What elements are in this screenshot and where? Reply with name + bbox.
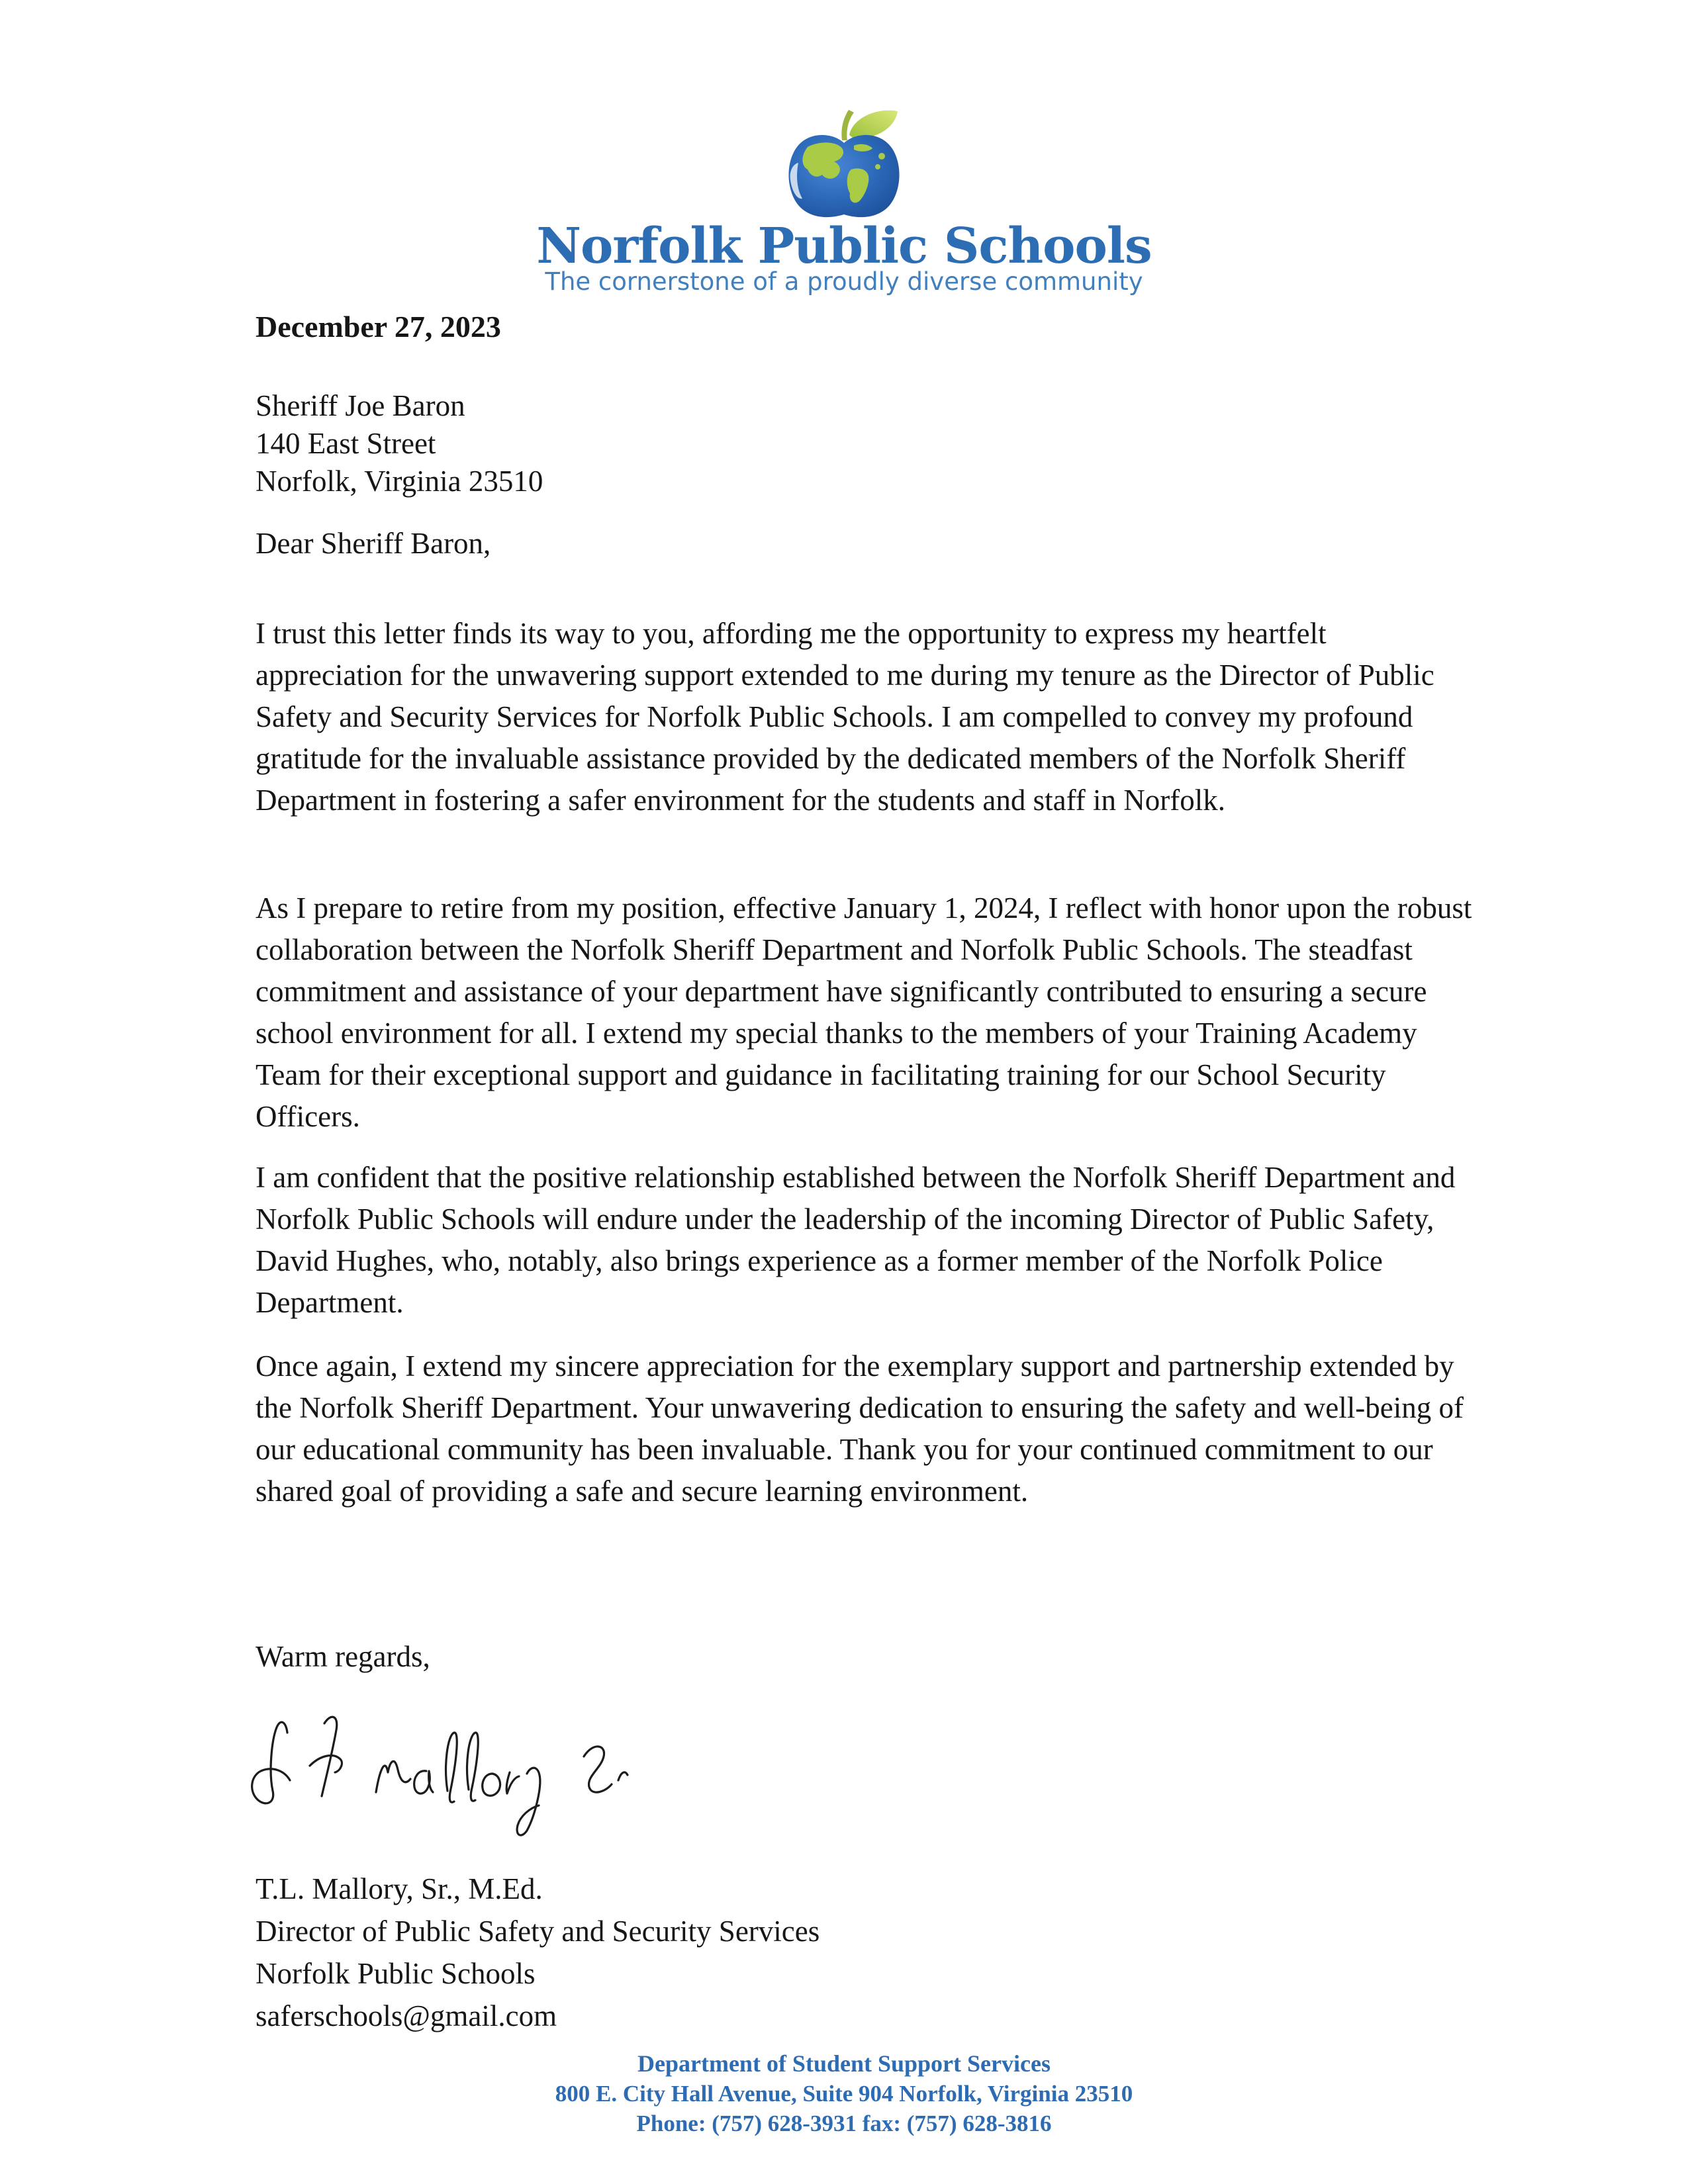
- signer-organization: Norfolk Public Schools: [256, 1957, 536, 1990]
- closing: Warm regards,: [256, 1640, 430, 1673]
- footer: [0, 2049, 1688, 2138]
- footer-address: 800 E. City Hall Avenue, Suite 904 Norfolk, Virginia 23510: [555, 2081, 1133, 2107]
- signature-ink: [246, 1686, 630, 1852]
- logo-wordmark: Norfolk Public Schools: [536, 218, 1152, 275]
- paragraph-2: As I prepare to retire from my position, effective January 1, 2024, I reflect with honor upon the robust collaboration between the Norfolk Sheriff Department and Norfolk Public Schools. The steadfast commitment and assistance of your department have significantly contributed to ensuring a secure school environment for all. I extend my special thanks to the members of your Training Academy Team for their exceptional support and guidance in facilitating training for our School Security Officers.: [256, 891, 1472, 1133]
- recipient-address: [256, 387, 1474, 500]
- recipient-street: 140 East Street: [256, 427, 436, 460]
- signer-email: saferschools@gmail.com: [256, 1999, 557, 2032]
- paragraph-3: I am confident that the positive relationship established between the Norfolk Sheriff Department and Norfolk Public Schools will endure under the leadership of the incoming Director of Public Safety, David Hughes, who, notably, also brings experience as a former member of the Norfolk Police Department.: [256, 1161, 1456, 1319]
- signer-name: T.L. Mallory, Sr., M.Ed.: [256, 1872, 543, 1905]
- signer-title: Director of Public Safety and Security Services: [256, 1915, 820, 1948]
- footer-phone-fax: Phone: (757) 628-3931 fax: (757) 628-3816: [636, 2111, 1052, 2136]
- salutation: Dear Sheriff Baron,: [256, 527, 491, 560]
- logo-tagline: The cornerstone of a proudly diverse community: [545, 267, 1143, 296]
- paragraph-4: Once again, I extend my sincere appreciation for the exemplary support and partnership extended by the Norfolk Sheriff Department. Your unwavering dedication to ensuring the safety and well-being of our educational community has been invaluable. Thank you for your continued commitment to our shared goal of providing a safe and secure learning environment.: [256, 1349, 1464, 1508]
- recipient-city: Norfolk, Virginia 23510: [256, 465, 543, 498]
- signer-block: [256, 1868, 1474, 2037]
- apple-globe-icon: [768, 106, 920, 220]
- letter-date: December 27, 2023: [256, 310, 501, 343]
- signature: [246, 1686, 630, 1852]
- paragraph-1: I trust this letter finds its way to you, affording me the opportunity to express my heartfelt appreciation for the unwavering support extended to me during my tenure as the Director of Public Safety and Security Services for Norfolk Public Schools. I am compelled to convey my profound gratitude for the invaluable assistance provided by the dedicated members of the Norfolk Sheriff Department in fostering a safer environment for the students and staff in Norfolk.: [256, 617, 1434, 817]
- footer-department: Department of Student Support Services: [637, 2050, 1051, 2077]
- nps-logo: [0, 106, 1688, 295]
- recipient-name: Sheriff Joe Baron: [256, 389, 465, 422]
